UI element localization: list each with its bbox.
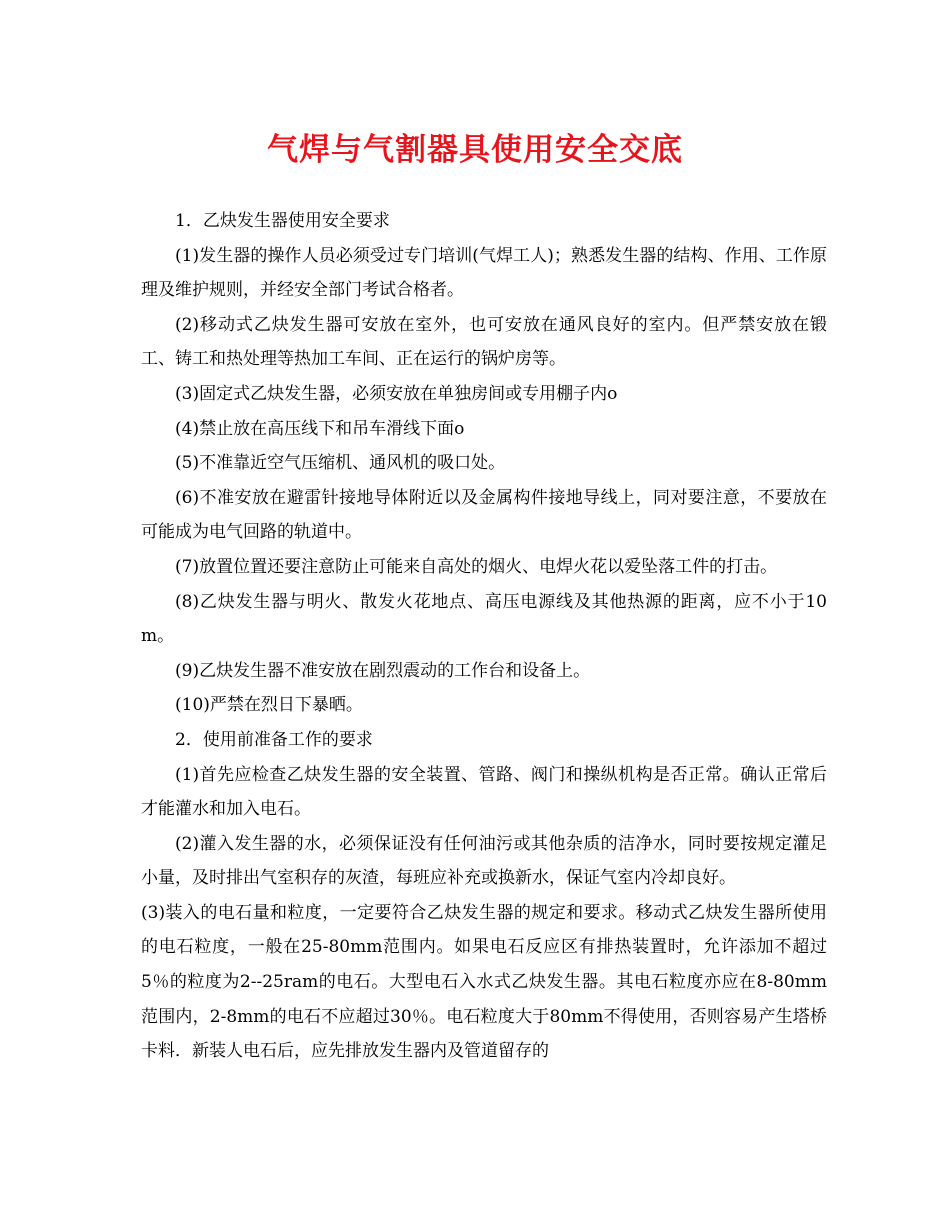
body-paragraph: (10)严禁在烈日下暴晒。 bbox=[175, 695, 363, 716]
body-paragraph: (8)乙炔发生器与明火、散发火花地点、高压电源线及其他热源的距离，应不小于10m。 bbox=[141, 591, 827, 647]
document-body bbox=[141, 204, 827, 1069]
body-paragraph: (6)不准安放在避雷针接地导体附近以及金属构件接地导线上，同对要注意，不要放在可能成为电气回路的轨道中。 bbox=[141, 487, 827, 543]
body-paragraph: 2．使用前准备工作的要求 bbox=[175, 729, 373, 750]
body-paragraph: (1)发生器的操作人员必须受过专门培训(气焊工人)；熟悉发生器的结构、作用、工作原理及维护规则，并经安全部门考试合格者。 bbox=[141, 245, 827, 301]
body-paragraph: (2)灌入发生器的水，必须保证没有任何油污或其他杂质的洁净水，同时要按规定灌足小量，及时排出气室积存的灰渣，每班应补充或换新水，保证气室内冷却良好。 bbox=[141, 833, 827, 889]
body-paragraph: (9)乙炔发生器不准安放在剧烈震动的工作台和设备上。 bbox=[175, 660, 591, 681]
body-paragraph: (3)固定式乙炔发生器，必须安放在单独房间或专用棚子内o bbox=[175, 383, 618, 404]
body-paragraph: (2)移动式乙炔发生器可安放在室外，也可安放在通风良好的室内。但严禁安放在锻工、铸工和热处理等热加工车间、正在运行的锅炉房等。 bbox=[141, 314, 827, 370]
document-title: 气焊与气割器具使用安全交底 bbox=[267, 132, 683, 168]
body-paragraph: (4)禁止放在高压线下和吊车滑线下面o bbox=[175, 418, 465, 439]
body-paragraph: (7)放置位置还要注意防止可能来自高处的烟火、电焊火花以爱坠落工件的打击。 bbox=[175, 556, 778, 577]
body-paragraph: (3)装入的电石量和粒度，一定要符合乙炔发生器的规定和要求。移动式乙炔发生器所使用的电石粒度，一般在25-80mm范围内。如果电石反应区有排热装置时，允许添加不超过5％的粒度为2--25ram的电石。大型电石入水式乙炔发生器。其电石粒度亦应在8-80mm范围内，2-8mm的电石不应超过30％。电石粒度大于80mm不得使用，否则容易产生塔桥卡料．新装人电石后，应先排放发生器内及管道留存的 bbox=[141, 902, 827, 1062]
body-paragraph: (1)首先应检查乙炔发生器的安全装置、管路、阀门和操纵机构是否正常。确认正常后才能灌水和加入电石。 bbox=[141, 764, 827, 820]
body-paragraph: 1．乙炔发生器使用安全要求 bbox=[175, 211, 390, 231]
body-paragraph: (5)不准靠近空气压缩机、通风机的吸口处。 bbox=[175, 453, 506, 474]
